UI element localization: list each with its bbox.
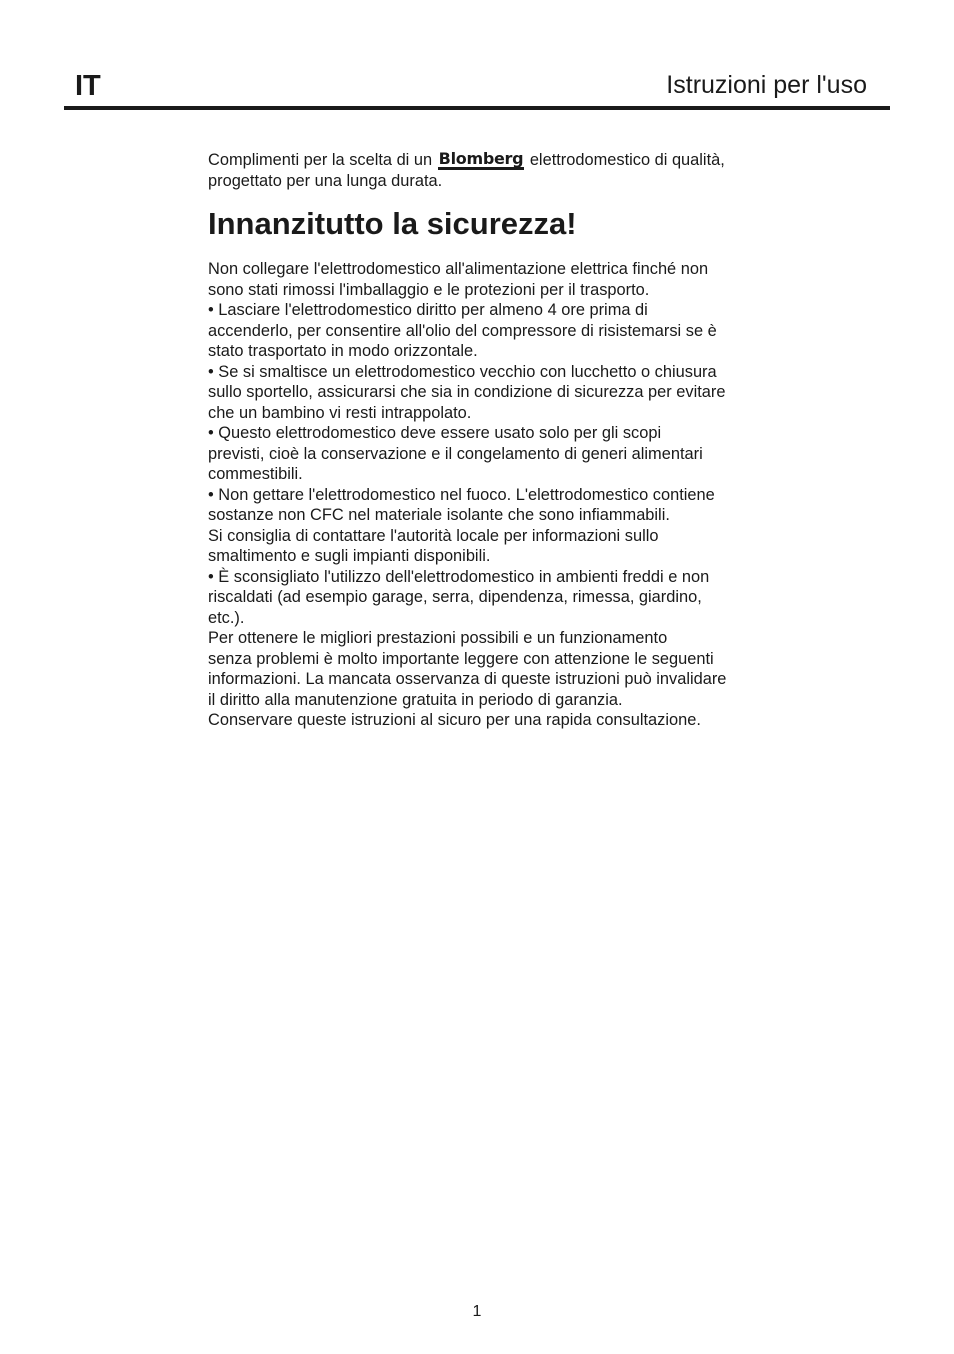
text-line: smaltimento e sugli impianti disponibili. [208, 547, 491, 565]
text-line: stato trasportato in modo orizzontale. [208, 342, 478, 360]
text-line: previsti, cioè la conservazione e il congelamento di generi alimentari [208, 444, 703, 463]
safety-heading: Innanzitutto la sicurezza! [208, 206, 577, 241]
text-line: Non collegare l'elettrodomestico all'alimentazione elettrica finché non [208, 260, 709, 278]
text-line: • Questo elettrodomestico deve essere usato solo per gli scopi [208, 424, 662, 442]
text-line: Conservare queste istruzioni al sicuro per una rapida consultazione. [208, 711, 701, 729]
document-title: Istruzioni per l'uso [666, 71, 867, 99]
intro-paragraph [208, 150, 798, 191]
header-divider [64, 106, 890, 110]
intro-text-after: elettrodomestico di qualità, [525, 151, 725, 169]
brand-logo: Blomberg [438, 149, 524, 168]
text-line: informazioni. La mancata osservanza di queste istruzioni può invalidare [208, 670, 727, 688]
text-line: che un bambino vi resti intrappolato. [208, 403, 472, 422]
intro-text-before: Complimenti per la scelta di un [208, 151, 437, 169]
text-line: • Se si smaltisce un elettrodomestico vecchio con lucchetto o chiusura [208, 362, 717, 381]
text-line: etc.). [208, 608, 245, 627]
intro-text-line2: progettato per una lunga durata. [208, 171, 443, 190]
text-line: sono stati rimossi l'imballaggio e le protezioni per il trasporto. [208, 280, 650, 299]
language-code: IT [75, 70, 101, 102]
text-line: il diritto alla manutenzione gratuita in periodo di garanzia. [208, 690, 623, 709]
text-line: • Non gettare l'elettrodomestico nel fuoco. L'elettrodomestico contiene [208, 485, 715, 504]
text-line: sostanze non CFC nel materiale isolante che sono infiammabili. [208, 506, 670, 524]
safety-text [208, 259, 798, 731]
text-line: sullo sportello, assicurarsi che sia in condizione di sicurezza per evitare [208, 383, 726, 401]
text-line: • È sconsigliato l'utilizzo dell'elettrodomestico in ambienti freddi e non [208, 567, 710, 586]
page-number: 1 [472, 1303, 482, 1320]
text-line: • Lasciare l'elettrodomestico diritto per almeno 4 ore prima di [208, 301, 648, 319]
text-line: Si consiglia di contattare l'autorità locale per informazioni sullo [208, 526, 659, 545]
text-line: senza problemi è molto importante leggere con attenzione le seguenti [208, 649, 714, 668]
text-line: Per ottenere le migliori prestazioni possibili e un funzionamento [208, 629, 668, 647]
text-line: commestibili. [208, 465, 303, 483]
text-line: accenderlo, per consentire all'olio del compressore di risistemarsi se è [208, 321, 717, 340]
text-line: riscaldati (ad esempio garage, serra, dipendenza, rimessa, giardino, [208, 588, 702, 606]
main-content [208, 150, 798, 731]
